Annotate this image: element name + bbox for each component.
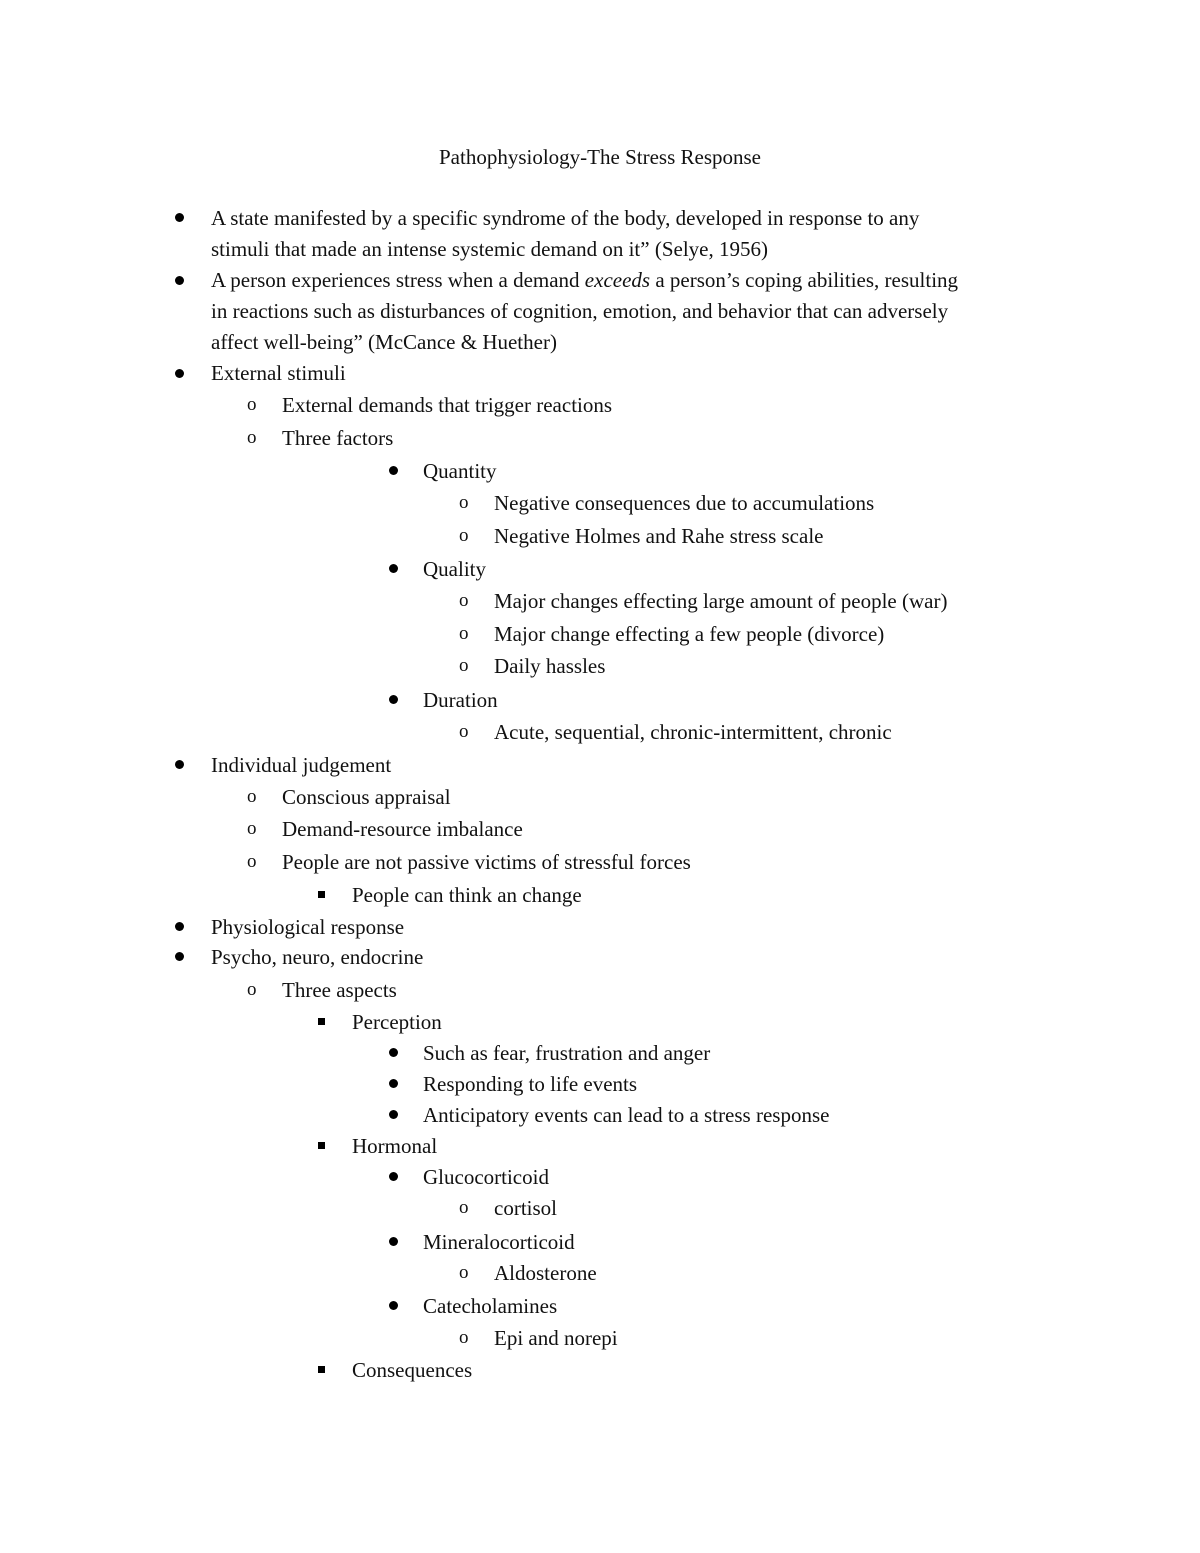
bullet-square [318,1142,325,1149]
list-item-text: External demands that trigger reactions [282,393,613,417]
bullet-circle: o [247,979,257,1000]
list-item-text: cortisol [494,1196,557,1220]
list-item-text: Daily hassles [494,654,606,678]
bullet-dot [175,213,184,222]
list-item-text: Consequences [352,1358,473,1382]
bullet-circle: o [247,786,257,807]
bullet-dot [389,1110,398,1119]
bullet-dot [389,695,398,704]
bullet-dot [175,276,184,285]
bullet-circle: o [459,721,469,742]
list-item-text: Individual judgement [211,753,392,777]
page-title: Pathophysiology-The Stress Response [439,145,761,169]
list-item-text: Perception [352,1010,442,1034]
list-item-text: Glucocorticoid [423,1165,549,1189]
list-item-text: Duration [423,688,498,712]
bullet-square [318,891,325,898]
bullet-dot [389,564,398,573]
bullet-circle: o [459,1262,469,1283]
list-item-text: Quantity [423,459,497,483]
bullet-circle: o [247,851,257,872]
list-item-text: Psycho, neuro, endocrine [211,945,424,969]
bullet-circle: o [459,1327,469,1348]
bullet-circle: o [459,590,469,611]
list-item-text: Three aspects [282,978,397,1002]
list-item-text: Major changes effecting large amount of people (war) [494,589,948,613]
list-item-text: Three factors [282,426,394,450]
bullet-circle: o [459,525,469,546]
list-item-text: Demand-resource imbalance [282,817,523,841]
list-item-text: Anticipatory events can lead to a stress response [423,1103,830,1127]
list-item-text: People are not passive victims of stressful forces [282,850,691,874]
bullet-circle: o [247,818,257,839]
list-item-text: Mineralocorticoid [423,1230,575,1254]
list-item-text: Responding to life events [423,1072,638,1096]
list-item-text: Negative consequences due to accumulations [494,491,875,515]
bullet-dot [389,1301,398,1310]
list-item-text: External stimuli [211,361,346,385]
list-item-text: A person experiences stress when a demand exceeds a person’s coping abilities, resulting [211,268,959,292]
bullet-dot [175,922,184,931]
list-item-text: stimuli that made an intense systemic demand on it” (Selye, 1956) [211,237,768,261]
list-item-text: affect well-being” (McCance & Huether) [211,330,557,354]
list-item-text: Physiological response [211,915,405,939]
bullet-dot [389,466,398,475]
bullet-dot [389,1237,398,1246]
list-item-text: Negative Holmes and Rahe stress scale [494,524,824,548]
list-item-text: in reactions such as disturbances of cognition, emotion, and behavior that can adversely [211,299,949,323]
list-item-text: People can think an change [352,883,582,907]
bullet-dot [175,760,184,769]
bullet-dot [389,1172,398,1181]
bullet-circle: o [459,655,469,676]
list-item-text: Such as fear, frustration and anger [423,1041,711,1065]
list-item-text: Epi and norepi [494,1326,618,1350]
list-item-text: Conscious appraisal [282,785,451,809]
bullet-circle: o [459,492,469,513]
bullet-square [318,1018,325,1025]
list-item-text: Major change effecting a few people (divorce) [494,622,885,646]
bullet-circle: o [247,427,257,448]
emphasis-text: exceeds [584,268,651,292]
list-item-text: Catecholamines [423,1294,558,1318]
list-item-text: Quality [423,557,486,581]
bullet-dot [175,369,184,378]
bullet-dot [389,1048,398,1057]
list-item-text: A state manifested by a specific syndrome of the body, developed in response to any [211,206,920,230]
list-item-text: Aldosterone [494,1261,597,1285]
bullet-dot [389,1079,398,1088]
bullet-circle: o [247,394,257,415]
bullet-square [318,1366,325,1373]
list-item-text: Acute, sequential, chronic-intermittent, chronic [494,720,892,744]
bullet-circle: o [459,623,469,644]
bullet-dot [175,952,184,961]
bullet-circle: o [459,1197,469,1218]
list-item-text: Hormonal [352,1134,438,1158]
